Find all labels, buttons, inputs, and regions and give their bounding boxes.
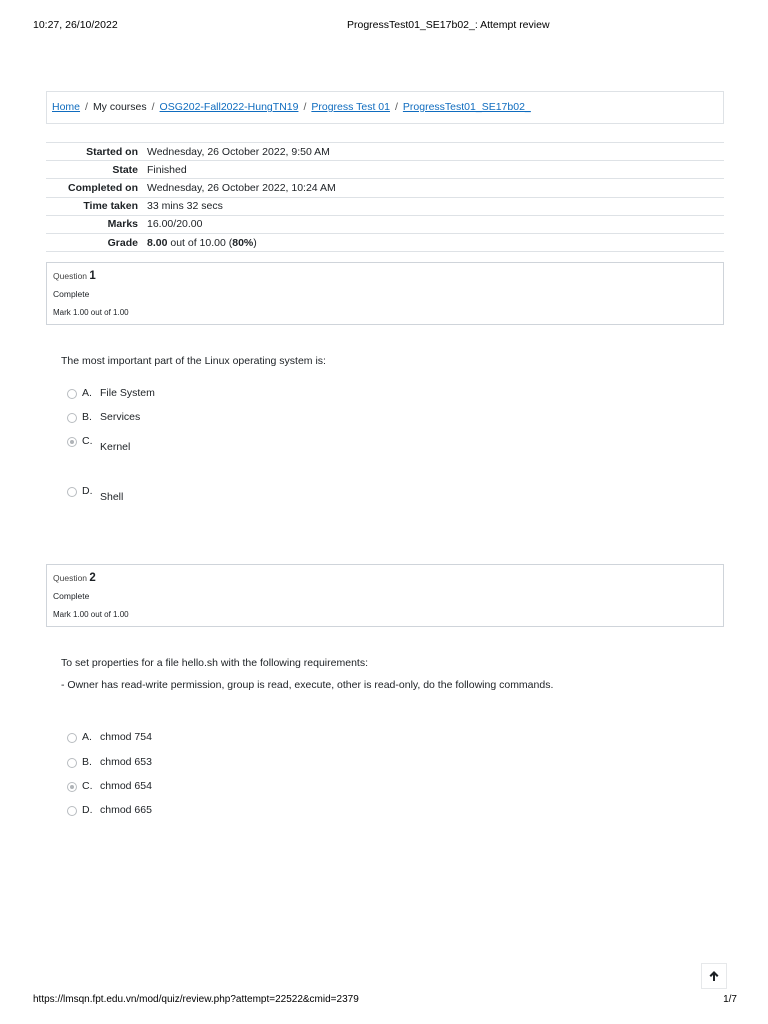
summary-row-marks: [46, 215, 724, 233]
option-letter: C.: [82, 435, 93, 447]
question-number: Question 2: [53, 572, 96, 584]
option-text: chmod 665: [100, 804, 152, 816]
breadcrumb-separator: /: [151, 101, 155, 113]
summary-value: 16.00/20.00: [147, 218, 203, 231]
radio-button[interactable]: [67, 389, 77, 399]
grade-score: 8.00: [147, 236, 168, 249]
summary-row-time-taken: [46, 197, 724, 215]
breadcrumb-quiz-link[interactable]: ProgressTest01_SE17b02_: [402, 101, 531, 113]
summary-value: 33 mins 32 secs: [147, 200, 223, 213]
print-url: https://lmsqn.fpt.edu.vn/mod/quiz/review.php?attempt=22522&cmid=2379: [33, 994, 359, 1005]
option-letter: A.: [82, 387, 92, 399]
breadcrumb-course-link[interactable]: OSG202-Fall2022-HungTN19: [159, 101, 299, 113]
question-grade: Mark 1.00 out of 1.00: [53, 308, 129, 317]
question-number: Question 1: [53, 270, 96, 282]
print-datetime: 10:27, 26/10/2022: [33, 19, 118, 31]
summary-value: Wednesday, 26 October 2022, 9:50 AM: [147, 145, 330, 158]
radio-button[interactable]: [67, 806, 77, 816]
summary-value: Finished: [147, 163, 187, 176]
question-info-box: [46, 564, 724, 627]
question-grade: Mark 1.00 out of 1.00: [53, 610, 129, 619]
breadcrumb-separator: /: [303, 101, 307, 113]
grade-percent: 80%: [232, 236, 254, 249]
summary-row-completed: [46, 179, 724, 197]
radio-button-checked[interactable]: [67, 782, 77, 792]
summary-row-started: [46, 143, 724, 161]
summary-row-state: [46, 161, 724, 179]
question-info-box: [46, 262, 724, 325]
option-text: chmod 754: [100, 731, 152, 743]
attempt-summary-table: [46, 142, 724, 252]
breadcrumb: [46, 91, 724, 124]
option-text: Kernel: [100, 441, 131, 453]
summary-row-grade: [46, 233, 724, 251]
summary-value: [147, 233, 724, 251]
option-text: File System: [100, 387, 155, 399]
option-text: Services: [100, 411, 141, 423]
summary-label: Time taken: [83, 200, 138, 213]
option-letter: D.: [82, 485, 93, 497]
summary-label: Grade: [107, 236, 138, 249]
question-text: To set properties for a file hello.sh with the following requirements:: [61, 657, 368, 669]
radio-button-checked[interactable]: [67, 437, 77, 447]
grade-out-of: out of 10.00 (: [170, 236, 233, 249]
option-text: Shell: [100, 491, 124, 503]
option-letter: A.: [82, 731, 92, 743]
summary-label: Completed on: [68, 181, 138, 194]
print-page-title: ProgressTest01_SE17b02_: Attempt review: [347, 19, 550, 31]
summary-label: Started on: [86, 145, 138, 158]
arrow-up-icon: [708, 970, 720, 982]
question-state: Complete: [53, 591, 90, 601]
breadcrumb-my-courses: My courses: [92, 101, 147, 113]
option-text: chmod 653: [100, 756, 152, 768]
question-state: Complete: [53, 289, 90, 299]
radio-button[interactable]: [67, 733, 77, 743]
summary-value: Wednesday, 26 October 2022, 10:24 AM: [147, 181, 336, 194]
grade-close: ): [253, 236, 257, 249]
question-text: The most important part of the Linux operating system is:: [61, 355, 326, 367]
summary-label: State: [112, 163, 138, 176]
breadcrumb-home-link[interactable]: Home: [52, 101, 81, 113]
summary-label: Marks: [107, 218, 138, 231]
radio-button[interactable]: [67, 413, 77, 423]
option-text: chmod 654: [100, 780, 152, 792]
option-letter: C.: [82, 780, 93, 792]
option-letter: D.: [82, 804, 93, 816]
print-page-number: 1/7: [723, 994, 737, 1005]
question-text-line-2: - Owner has read-write permission, group is read, execute, other is read-only, do the following commands.: [61, 679, 554, 691]
breadcrumb-separator: /: [85, 101, 88, 113]
back-to-top-button[interactable]: [701, 963, 727, 989]
option-letter: B.: [82, 411, 92, 423]
breadcrumb-test-link[interactable]: Progress Test 01: [311, 101, 390, 113]
breadcrumb-separator: /: [394, 101, 398, 113]
radio-button[interactable]: [67, 487, 77, 497]
radio-button[interactable]: [67, 758, 77, 768]
option-letter: B.: [82, 756, 92, 768]
